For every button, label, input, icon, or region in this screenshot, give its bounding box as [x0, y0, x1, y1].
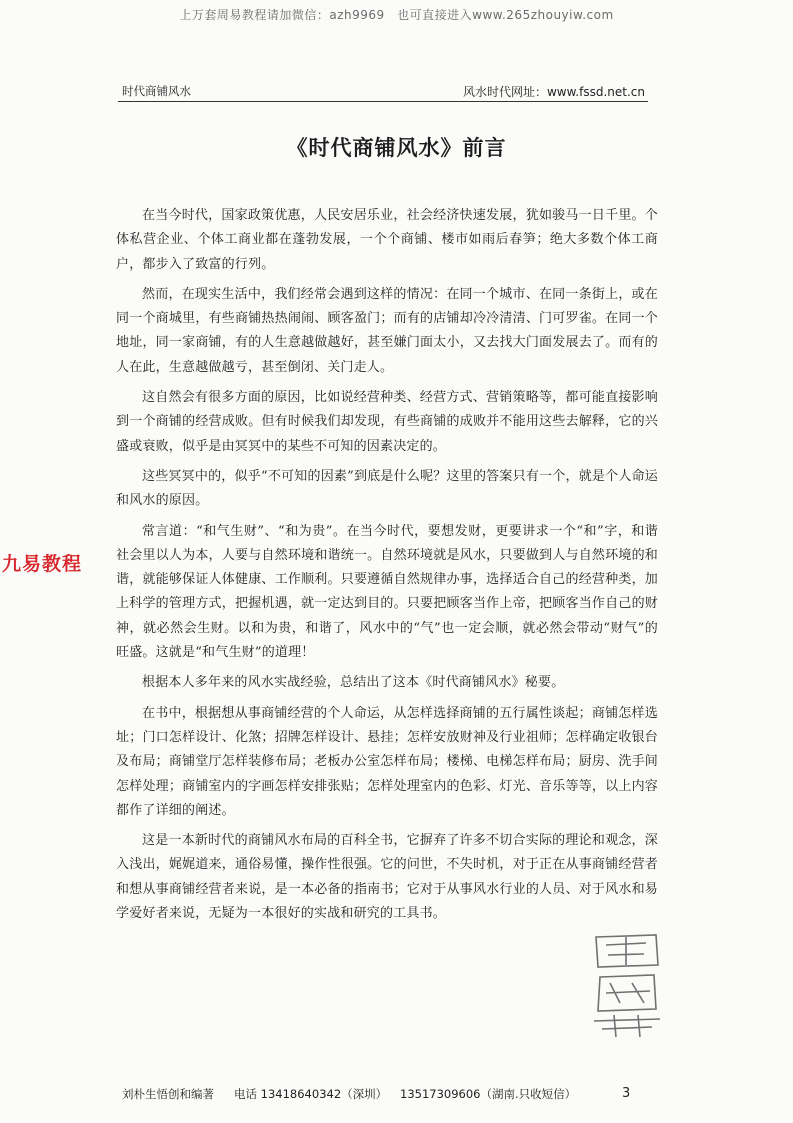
- preface-body: [116, 204, 658, 932]
- paragraph: 在书中，根据想从事商铺经营的个人命运，从怎样选择商铺的五行属性谈起；商铺怎样选址；门口怎样设计、化煞；招牌怎样设计、悬挂；怎样安放财神及行业祖师；怎样确定收银台及布局；商铺堂厅怎样装修布局；老板办公室怎样布局；楼梯、电梯怎样布局；厨房、洗手间怎样处理；商铺室内的字画怎样安排张贴；怎样处理室内的色彩、灯光、音乐等等，以上内容都作了详细的阐述。: [116, 705, 658, 818]
- page-title: 《时代商铺风水》前言: [286, 136, 507, 160]
- seal-stamp: [586, 925, 668, 1043]
- running-header-title: 时代商铺风水: [122, 84, 191, 98]
- top-banner: 上万套周易教程请加微信：azh9969 也可直接进入www.265zhouyiw.com: [179, 8, 614, 22]
- paragraph: 在当今时代，国家政策优惠，人民安居乐业，社会经济快速发展，犹如骏马一日千里。个体私营企业、个体工商业都在蓬勃发展，一个个商铺、楼市如雨后春笋；绝大多数个体工商户，都步入了致富的行列。: [116, 208, 658, 272]
- paragraph: 根据本人多年来的风水实战经验，总结出了这本《时代商铺风水》秘要。: [142, 675, 565, 691]
- paragraph: 然而，在现实生活中，我们经常会遇到这样的情况：在同一个城市、在同一条街上，或在同一个商城里，有些商铺热热闹闹、顾客盈门；而有的店铺却冷冷清清、门可罗雀。在同一个地址，同一家商铺，有的人生意越做越好，甚至嫌门面太小，又去找大门面发展去了。而有的人在此，生意越做越亏，甚至倒闭、关门走人。: [116, 286, 658, 375]
- page-number: 3: [622, 1086, 631, 1101]
- paragraph: 这是一本新时代的商铺风水布局的百科全书，它摒弃了许多不切合实际的理论和观念，深入浅出，娓娓道来，通俗易懂，操作性很强。它的问世，不失时机，对于正在从事商铺经营者和想从事商铺经营者来说，是一本必备的指南书；它对于从事风水行业的人员、对于风水和易学爱好者来说，无疑为一本很好的实战和研究的工具书。: [116, 833, 658, 922]
- footer-phone-hunan: 13517309606（湖南.只收短信）: [400, 1087, 577, 1101]
- footer-phone-shenzhen: 电话 13418640342（深圳）: [234, 1087, 388, 1101]
- paragraph: 常言道：“和气生财”、“和为贵”。在当今时代，要想发财，更要讲求一个“和”字，和谐社会里以人为本，人要与自然环境和谐统一。自然环境就是风水，只要做到人与自然环境的和谐，就能够保证人体健康、工作顺利。只要遵循自然规律办事，选择适合自己的经营种类，加上科学的管理方式，把握机遇，就一定达到目的。只要把顾客当作上帝，把顾客当作自己的财神，就必然会生财。以和为贵，和谐了，风水中的“气”也一定会顺，就必然会带动“财气”的旺盛。这就是“和气生财”的道理！: [116, 523, 658, 661]
- paragraph: 这自然会有很多方面的原因，比如说经营种类、经营方式、营销策略等，都可能直接影响到一个商铺的经营成败。但有时候我们却发现，有些商铺的成败并不能用这些去解释，它的兴盛或衰败，似乎是由冥冥中的某些不可知的因素决定的。: [116, 390, 658, 454]
- header-rule: [118, 101, 648, 102]
- footer-author: 刘朴生悟创和编著: [122, 1087, 214, 1101]
- watermark-logo: 九易教程: [2, 553, 83, 575]
- running-header-url: 风水时代网址：www.fssd.net.cn: [462, 85, 645, 99]
- paragraph: 这些冥冥中的，似乎“不可知的因素”到底是什么呢？这里的答案只有一个，就是个人命运和风水的原因。: [116, 468, 658, 509]
